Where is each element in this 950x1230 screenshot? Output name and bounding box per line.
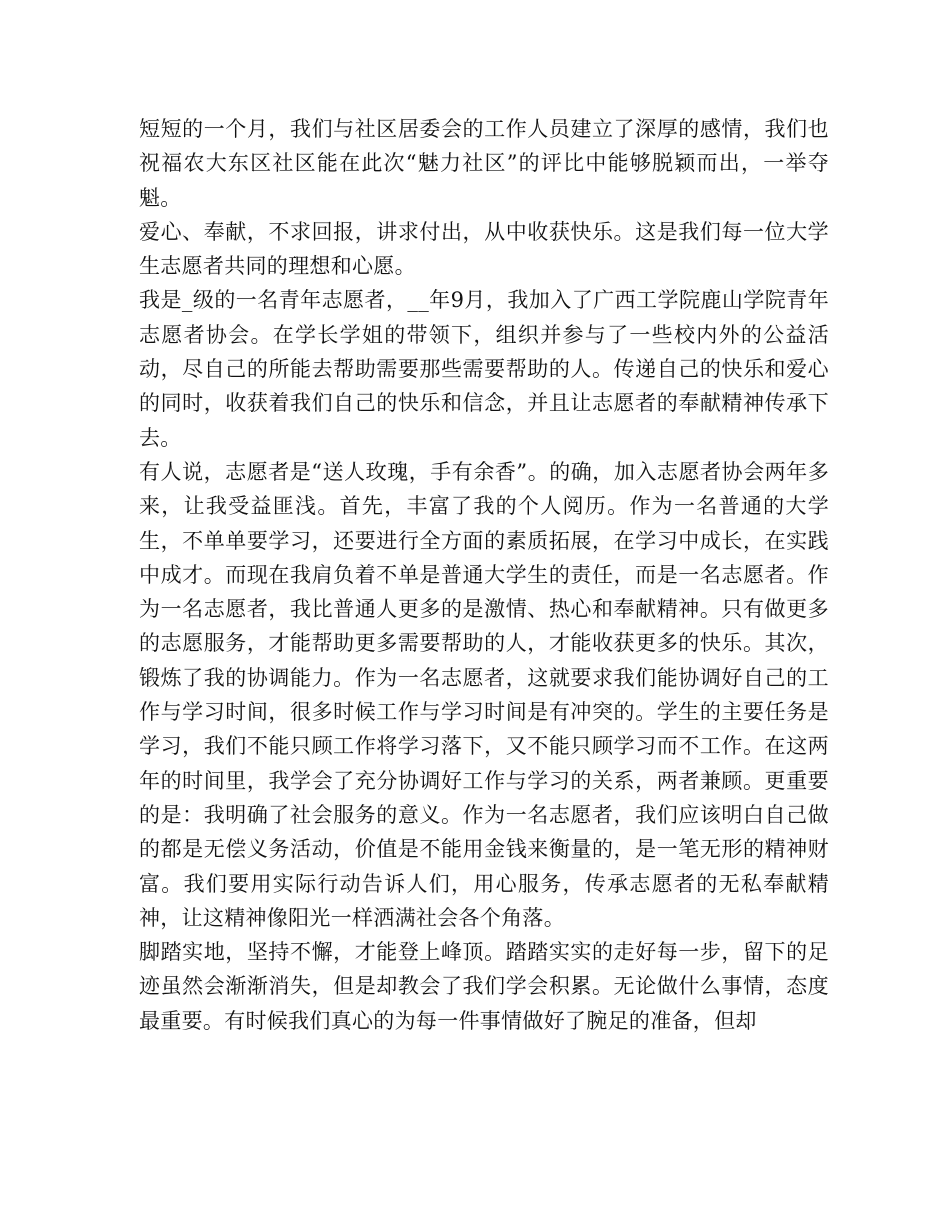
paragraph-volunteer-benefits: 有人说，志愿者是“送人玫瑰，手有余香”。的确，加入志愿者协会两年多来，让我受益匪浅。首先，丰富了我的个人阅历。作为一名普通的大学生，不单单要学习，还要进行全方面的素质拓展，在学习中成长，在实践中成才。而现在我肩负着不单是普通大学生的责任，而是一名志愿者。作为一名志愿者，我比普通人更多的是激情、热心和奉献精神。只有做更多的志愿服务，才能帮助更多需要帮助的人，才能收获更多的快乐。其次，锻炼了我的协调能力。作为一名志愿者，这就要求我们能协调好自己的工作与学习时间，很多时候工作与学习时间是有冲突的。学生的主要任务是学习，我们不能只顾工作将学习落下，又不能只顾学习而不工作。在这两年的时间里，我学会了充分协调好工作与学习的关系，两者兼顾。更重要的是：我明确了社会服务的意义。作为一名志愿者，我们应该明白自己做的都是无偿义务活动，价值是不能用金钱来衡量的，是一笔无形的精神财富。我们要用实际行动告诉人们，用心服务，传承志愿者的无私奉献精神，让这精神像阳光一样洒满社会各个角落。: [139, 459, 829, 930]
paragraph-community-thanks: 短短的一个月，我们与社区居委会的工作人员建立了深厚的感情，我们也祝福农大东区社区能在此次“魅力社区”的评比中能够脱颖而出，一举夺魁。: [139, 117, 829, 210]
paragraph-volunteer-ideal: 爱心、奉献，不求回报，讲求付出，从中收获快乐。这是我们每一位大学生志愿者共同的理想和心愿。: [139, 219, 829, 279]
document-body: [139, 112, 829, 1038]
paragraph-self-introduction: 我是_级的一名青年志愿者，__年9月，我加入了广西工学院鹿山学院青年志愿者协会。在学长学姐的带领下，组织并参与了一些校内外的公益活动，尽自己的所能去帮助需要那些需要帮助的人。传递自己的快乐和爱心的同时，收获着我们自己的快乐和信念，并且让志愿者的奉献精神传承下去。: [139, 288, 829, 450]
paragraph-perseverance: 脚踏实地，坚持不懈，才能登上峰顶。踏踏实实的走好每一步，留下的足迹虽然会渐渐消失，但是却教会了我们学会积累。无论做什么事情，态度最重要。有时候我们真心的为每一件事情做好了腕足的准备，但却: [139, 940, 829, 1033]
